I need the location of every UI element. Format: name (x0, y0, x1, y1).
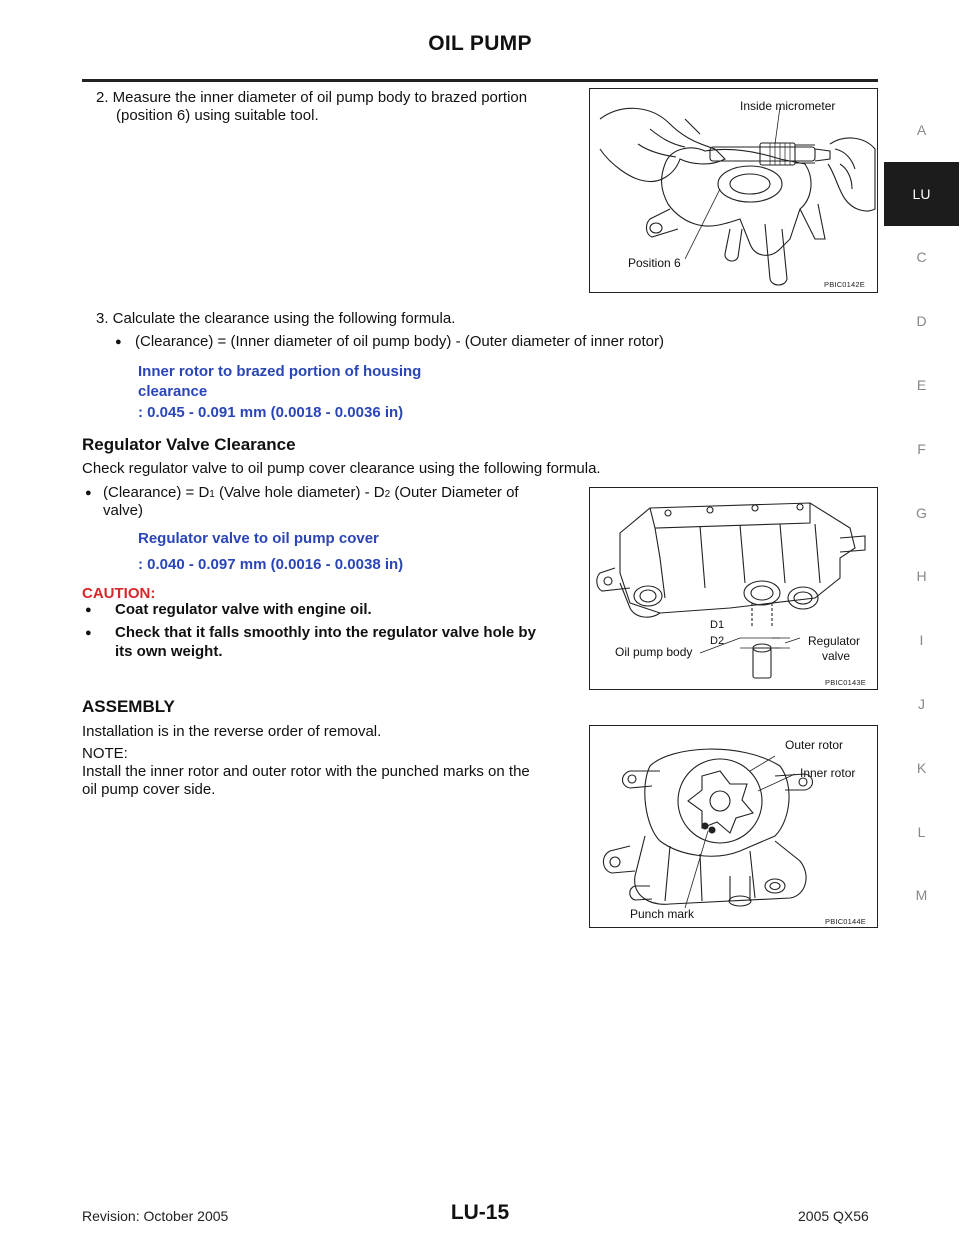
bullet-icon: ● (85, 604, 92, 616)
figure-rotors (589, 725, 878, 928)
note-line2: oil pump cover side. (82, 781, 216, 798)
regulator-intro: Check regulator valve to oil pump cover clearance using the following formula. (82, 460, 601, 477)
page-title: OIL PUMP (428, 32, 532, 55)
figure3-label-inner: Inner rotor (800, 766, 856, 780)
spec-value: : 0.045 - 0.091 mm (0.0018 - 0.0036 in) (138, 404, 404, 421)
figure3-label-outer: Outer rotor (785, 738, 844, 752)
figure3-label-punch: Punch mark (630, 907, 695, 921)
regulator-formula-line2: valve) (103, 502, 144, 519)
caution-item-2-line2: its own weight. (115, 643, 223, 660)
figure1-label-position: Position 6 (628, 256, 681, 270)
section-index (884, 98, 959, 927)
index-tab-c[interactable]: C (916, 249, 927, 266)
figure2-label-d2: D2 (710, 635, 725, 647)
regulator-spec-label: Regulator valve to oil pump cover (138, 530, 379, 547)
index-tab-j[interactable]: J (918, 696, 925, 713)
caution-heading: CAUTION: (82, 585, 156, 602)
regulator-formula: (Clearance) = D1 (Valve hole diameter) - D2 (Outer Diameter of (103, 484, 519, 501)
bullet-icon: ● (85, 627, 92, 639)
step2-text-line1: 2. Measure the inner diameter of oil pump body to brazed portion (96, 89, 528, 106)
index-tab-k[interactable]: K (916, 759, 927, 776)
index-tab-lu[interactable]: LU (884, 162, 959, 226)
index-tab-i[interactable]: I (919, 632, 924, 649)
index-tab-l[interactable]: L (917, 823, 926, 840)
index-tab-d[interactable]: D (916, 313, 927, 330)
figure-inside-micrometer (589, 88, 878, 293)
assembly-text: Installation is in the reverse order of removal. (82, 723, 382, 740)
index-tab-h[interactable]: H (916, 568, 927, 585)
figure2-label-valve: valve (822, 649, 851, 663)
caution-item-2-line1: Check that it falls smoothly into the regulator valve hole by (115, 624, 536, 641)
title-divider (82, 79, 878, 82)
index-tab-a[interactable]: A (916, 121, 927, 138)
footer-model: 2005 QX56 (798, 1208, 869, 1224)
bullet-icon: ● (85, 487, 92, 499)
footer-revision: Revision: October 2005 (82, 1208, 229, 1224)
index-tab-g[interactable]: G (916, 504, 927, 521)
page-number: LU-15 (450, 1201, 510, 1224)
figure2-label-d1: D1 (710, 619, 725, 631)
index-tab-e[interactable]: E (916, 377, 927, 394)
spec-label-line2: clearance (138, 383, 208, 400)
rotor-assembly-illustration (590, 726, 878, 928)
regulator-spec-value: : 0.040 - 0.097 mm (0.0016 - 0.0038 in) (138, 556, 404, 573)
figure1-id: PBIC0142E (824, 280, 865, 289)
index-tab-f[interactable]: F (917, 440, 926, 457)
step3-text: 3. Calculate the clearance using the following formula. (96, 310, 456, 327)
figure-regulator-valve (589, 487, 878, 690)
step2-text-line2: (position 6) using suitable tool. (116, 107, 319, 124)
bullet-icon: ● (115, 336, 122, 348)
figure2-label-regulator: Regulator (808, 634, 861, 648)
figure3-id: PBIC0144E (825, 917, 866, 926)
figure2-label-body: Oil pump body (615, 645, 693, 659)
index-tab-m[interactable]: M (915, 887, 928, 904)
caution-item-1: Coat regulator valve with engine oil. (115, 601, 372, 618)
figure1-label-micrometer: Inside micrometer (740, 99, 836, 113)
note-heading: NOTE: (82, 745, 128, 762)
spec-label-line1: Inner rotor to brazed portion of housing (138, 363, 422, 380)
assembly-heading: ASSEMBLY (82, 697, 175, 716)
note-line1: Install the inner rotor and outer rotor with the punched marks on the (82, 763, 530, 780)
step3-formula: (Clearance) = (Inner diameter of oil pump body) - (Outer diameter of inner rotor) (135, 333, 664, 350)
regulator-heading: Regulator Valve Clearance (82, 435, 296, 454)
figure2-id: PBIC0143E (825, 678, 866, 687)
